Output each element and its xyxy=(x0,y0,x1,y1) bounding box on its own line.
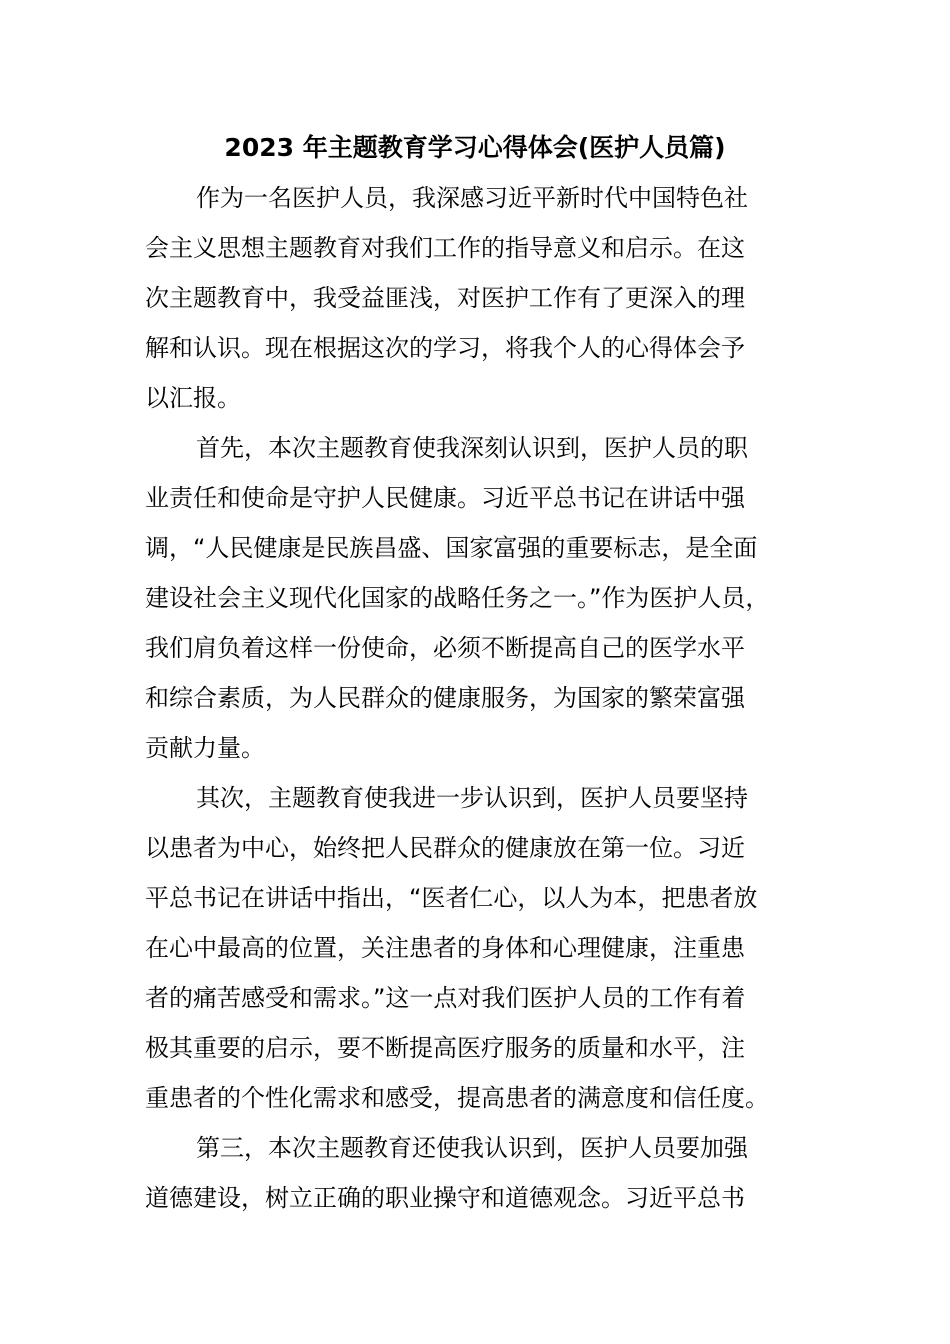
paragraph-line: 首先，本次主题教育使我深刻认识到，医护人员的职 xyxy=(196,434,748,462)
paragraph-line: 其次，主题教育使我进一步认识到，医护人员要坚持 xyxy=(196,784,748,812)
paragraph-line: 我们肩负着这样一份使命，必须不断提高自己的医学水平 xyxy=(145,634,745,662)
paragraph-line: 贡献力量。 xyxy=(145,734,265,762)
paragraph-line: 道德建设，树立正确的职业操守和道德观念。习近平总书 xyxy=(145,1184,745,1212)
paragraph-line: 调，“人民健康是民族昌盛、国家富强的重要标志，是全面 xyxy=(145,534,758,562)
paragraph-line: 作为一名医护人员，我深感习近平新时代中国特色社 xyxy=(196,184,748,212)
paragraph-line: 以汇报。 xyxy=(145,384,241,412)
paragraph-line: 解和认识。现在根据这次的学习，将我个人的心得体会予 xyxy=(145,334,745,362)
paragraph-line: 在心中最高的位置，关注患者的身体和心理健康，注重患 xyxy=(145,934,745,962)
paragraph-line: 第三，本次主题教育还使我认识到，医护人员要加强 xyxy=(196,1134,748,1162)
paragraph-line: 建设社会主义现代化国家的战略任务之一。”作为医护人员， xyxy=(145,584,770,612)
paragraph-line: 重患者的个性化需求和感受，提高患者的满意度和信任度。 xyxy=(145,1084,769,1112)
paragraph-line: 者的痛苦感受和需求。”这一点对我们医护人员的工作有着 xyxy=(145,984,746,1012)
paragraph-line: 业责任和使命是守护人民健康。习近平总书记在讲话中强 xyxy=(145,484,745,512)
paragraph-line: 会主义思想主题教育对我们工作的指导意义和启示。在这 xyxy=(145,234,745,262)
paragraph-line: 极其重要的启示，要不断提高医疗服务的质量和水平，注 xyxy=(145,1034,745,1062)
paragraph-line: 以患者为中心，始终把人民群众的健康放在第一位。习近 xyxy=(145,834,745,862)
paragraph-line: 平总书记在讲话中指出，“医者仁心，以人为本，把患者放 xyxy=(145,884,758,912)
paragraph-line: 次主题教育中，我受益匪浅，对医护工作有了更深入的理 xyxy=(145,284,745,312)
document-title: 2023 年主题教育学习心得体会(医护人员篇) xyxy=(224,133,726,162)
paragraph-line: 和综合素质，为人民群众的健康服务，为国家的繁荣富强 xyxy=(145,684,745,712)
